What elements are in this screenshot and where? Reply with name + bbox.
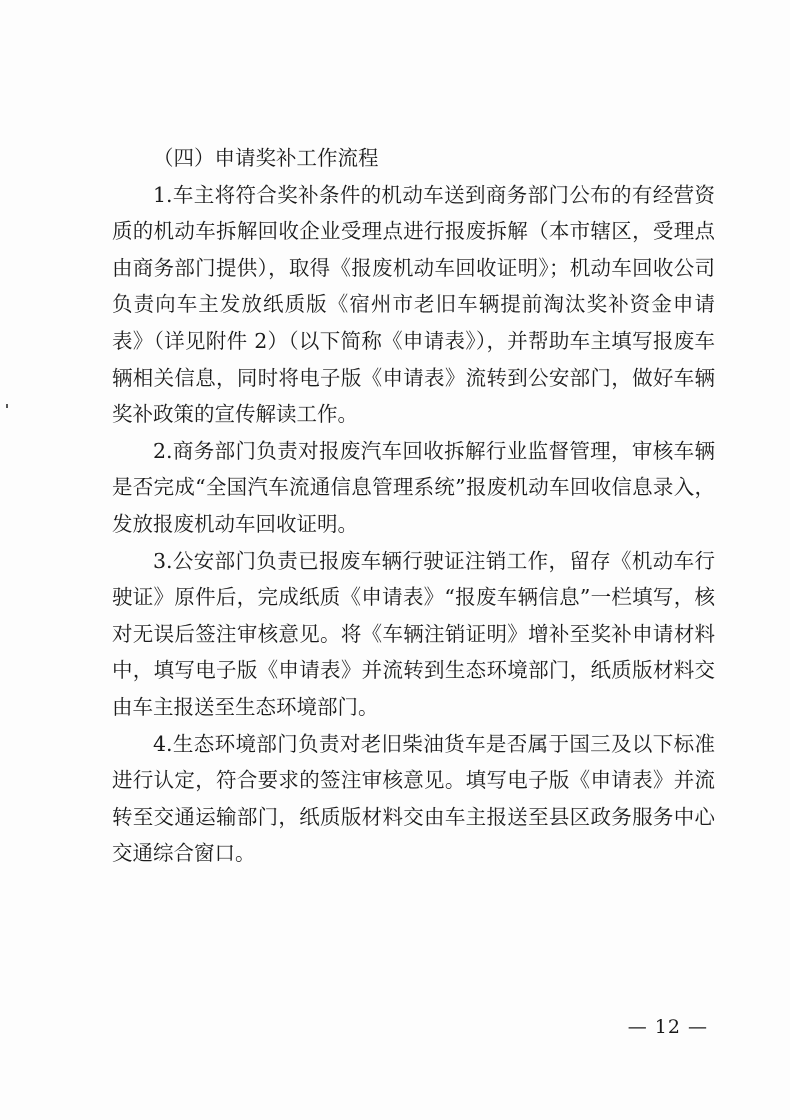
paragraph-3: 3.公安部门负责已报废车辆行驶证注销工作，留存《机动车行驶证》原件后，完成纸质《申请表》“报废车辆信息”一栏填写，核对无误后签注审核意见。将《车辆注销证明》增补至奖补申请材料中，填写电子版《申请表》并流转到生态环境部门，纸质版材料交由车主报送至生态环境部门。 bbox=[112, 548, 715, 719]
paragraph-4: 4.生态环境部门负责对老旧柴油货车是否属于国三及以下标准进行认定，符合要求的签注审核意见。填写电子版《申请表》并流转至交通运输部门，纸质版材料交由车主报送至县区政务服务中心交通综合窗口。 bbox=[112, 731, 715, 866]
document-body bbox=[112, 140, 715, 872]
scan-edge-mark bbox=[6, 404, 8, 408]
paragraph-1: 1.车主将符合奖补条件的机动车送到商务部门公布的有经营资质的机动车拆解回收企业受理点进行报废拆解（本市辖区，受理点由商务部门提供），取得《报废机动车回收证明》；机动车回收公司负责向车主发放纸质版《宿州市老旧车辆提前淘汰奖补资金申请表》（详见附件 2）（以下简称《申请表》），并帮助车主填写报废车辆相关信息，同时将电子版《申请表》流转到公安部门，做好车辆奖补政策的宣传解读工作。 bbox=[112, 182, 715, 427]
page-number: — 12 — bbox=[627, 1016, 708, 1038]
paragraph-2: 2.商务部门负责对报废汽车回收拆解行业监督管理，审核车辆是否完成“全国汽车流通信息管理系统”报废机动车回收信息录入，发放报废机动车回收证明。 bbox=[112, 438, 715, 536]
section-heading: （四）申请奖补工作流程 bbox=[153, 146, 379, 170]
